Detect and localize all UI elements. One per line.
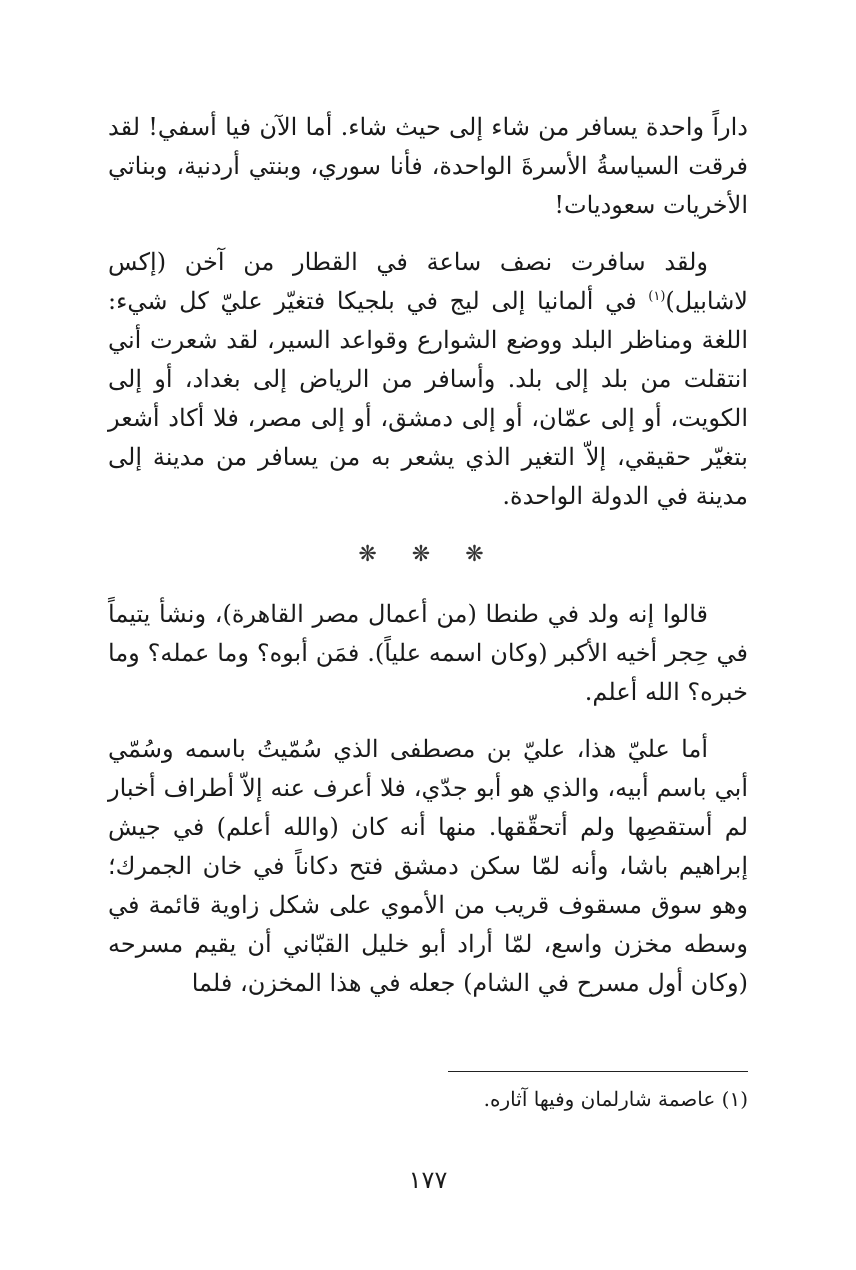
page-body — [108, 108, 748, 1003]
footnote-divider — [448, 1071, 748, 1072]
section-separator: ❋ ❋ ❋ — [358, 542, 498, 567]
paragraph-3: قالوا إنه ولد في طنطا (من أعمال مصر القاهرة)، ونشأ يتيماً في حِجر أخيه الأكبر (وكان اسمه علياً). فمَن أبوه؟ وما عمله؟ وما خبره؟ الله أعلم. — [108, 600, 748, 706]
paragraph-2-part-1: ولقد سافرت نصف ساعة في القطار من آخن (إكس لاشابيل) — [108, 248, 748, 315]
footnote-reference[interactable]: (١) — [648, 289, 666, 304]
paragraph-2-part-2: في ألمانيا إلى ليج في بلجيكا فتغيّر عليّ كل شيء: اللغة ومناظر البلد ووضع الشوارع وقواعد السير، لقد شعرت أني انتقلت من بلد إلى بلد. وأسافر من الرياض إلى بغداد، أو إلى الكويت، أو إلى عمّان، أو إلى دمشق، أو إلى مصر، فلا أكاد أشعر بتغيّر حقيقي، إلاّ التغير الذي يشعر به من يسافر من مدينة إلى مدينة في الدولة الواحدة. — [108, 287, 748, 510]
paragraph-1: داراً واحدة يسافر من شاء إلى حيث شاء. أما الآن فيا أسفي! لقد فرقت السياسةُ الأسرةَ الواحدة، فأنا سوري، وبنتي أردنية، وبناتي الأخريات سعوديات! — [108, 113, 748, 219]
page-number: ١٧٧ — [408, 1166, 448, 1194]
paragraph-4: أما عليّ هذا، عليّ بن مصطفى الذي سُمّيتُ باسمه وسُمّي أبي باسم أبيه، والذي هو أبو جدّي، فلا أعرف عنه إلاّ أطراف أخبار لم أستقصِها ولم أتحقّقها. منها أنه كان (والله أعلم) في جيش إبراهيم باشا، وأنه لمّا سكن دمشق فتح دكاناً في خان الجمرك؛ وهو سوق مسقوف قريب من الأموي على شكل زاوية قائمة في وسطه مخزن واسع، لمّا أراد أبو خليل القبّاني أن يقيم مسرحه (وكان أول مسرح في الشام) جعله في هذا المخزن، فلما — [108, 735, 748, 997]
footnote: (١) عاصمة شارلمان وفيها آثاره. — [483, 1087, 748, 1111]
paragraph-2 — [108, 243, 748, 516]
